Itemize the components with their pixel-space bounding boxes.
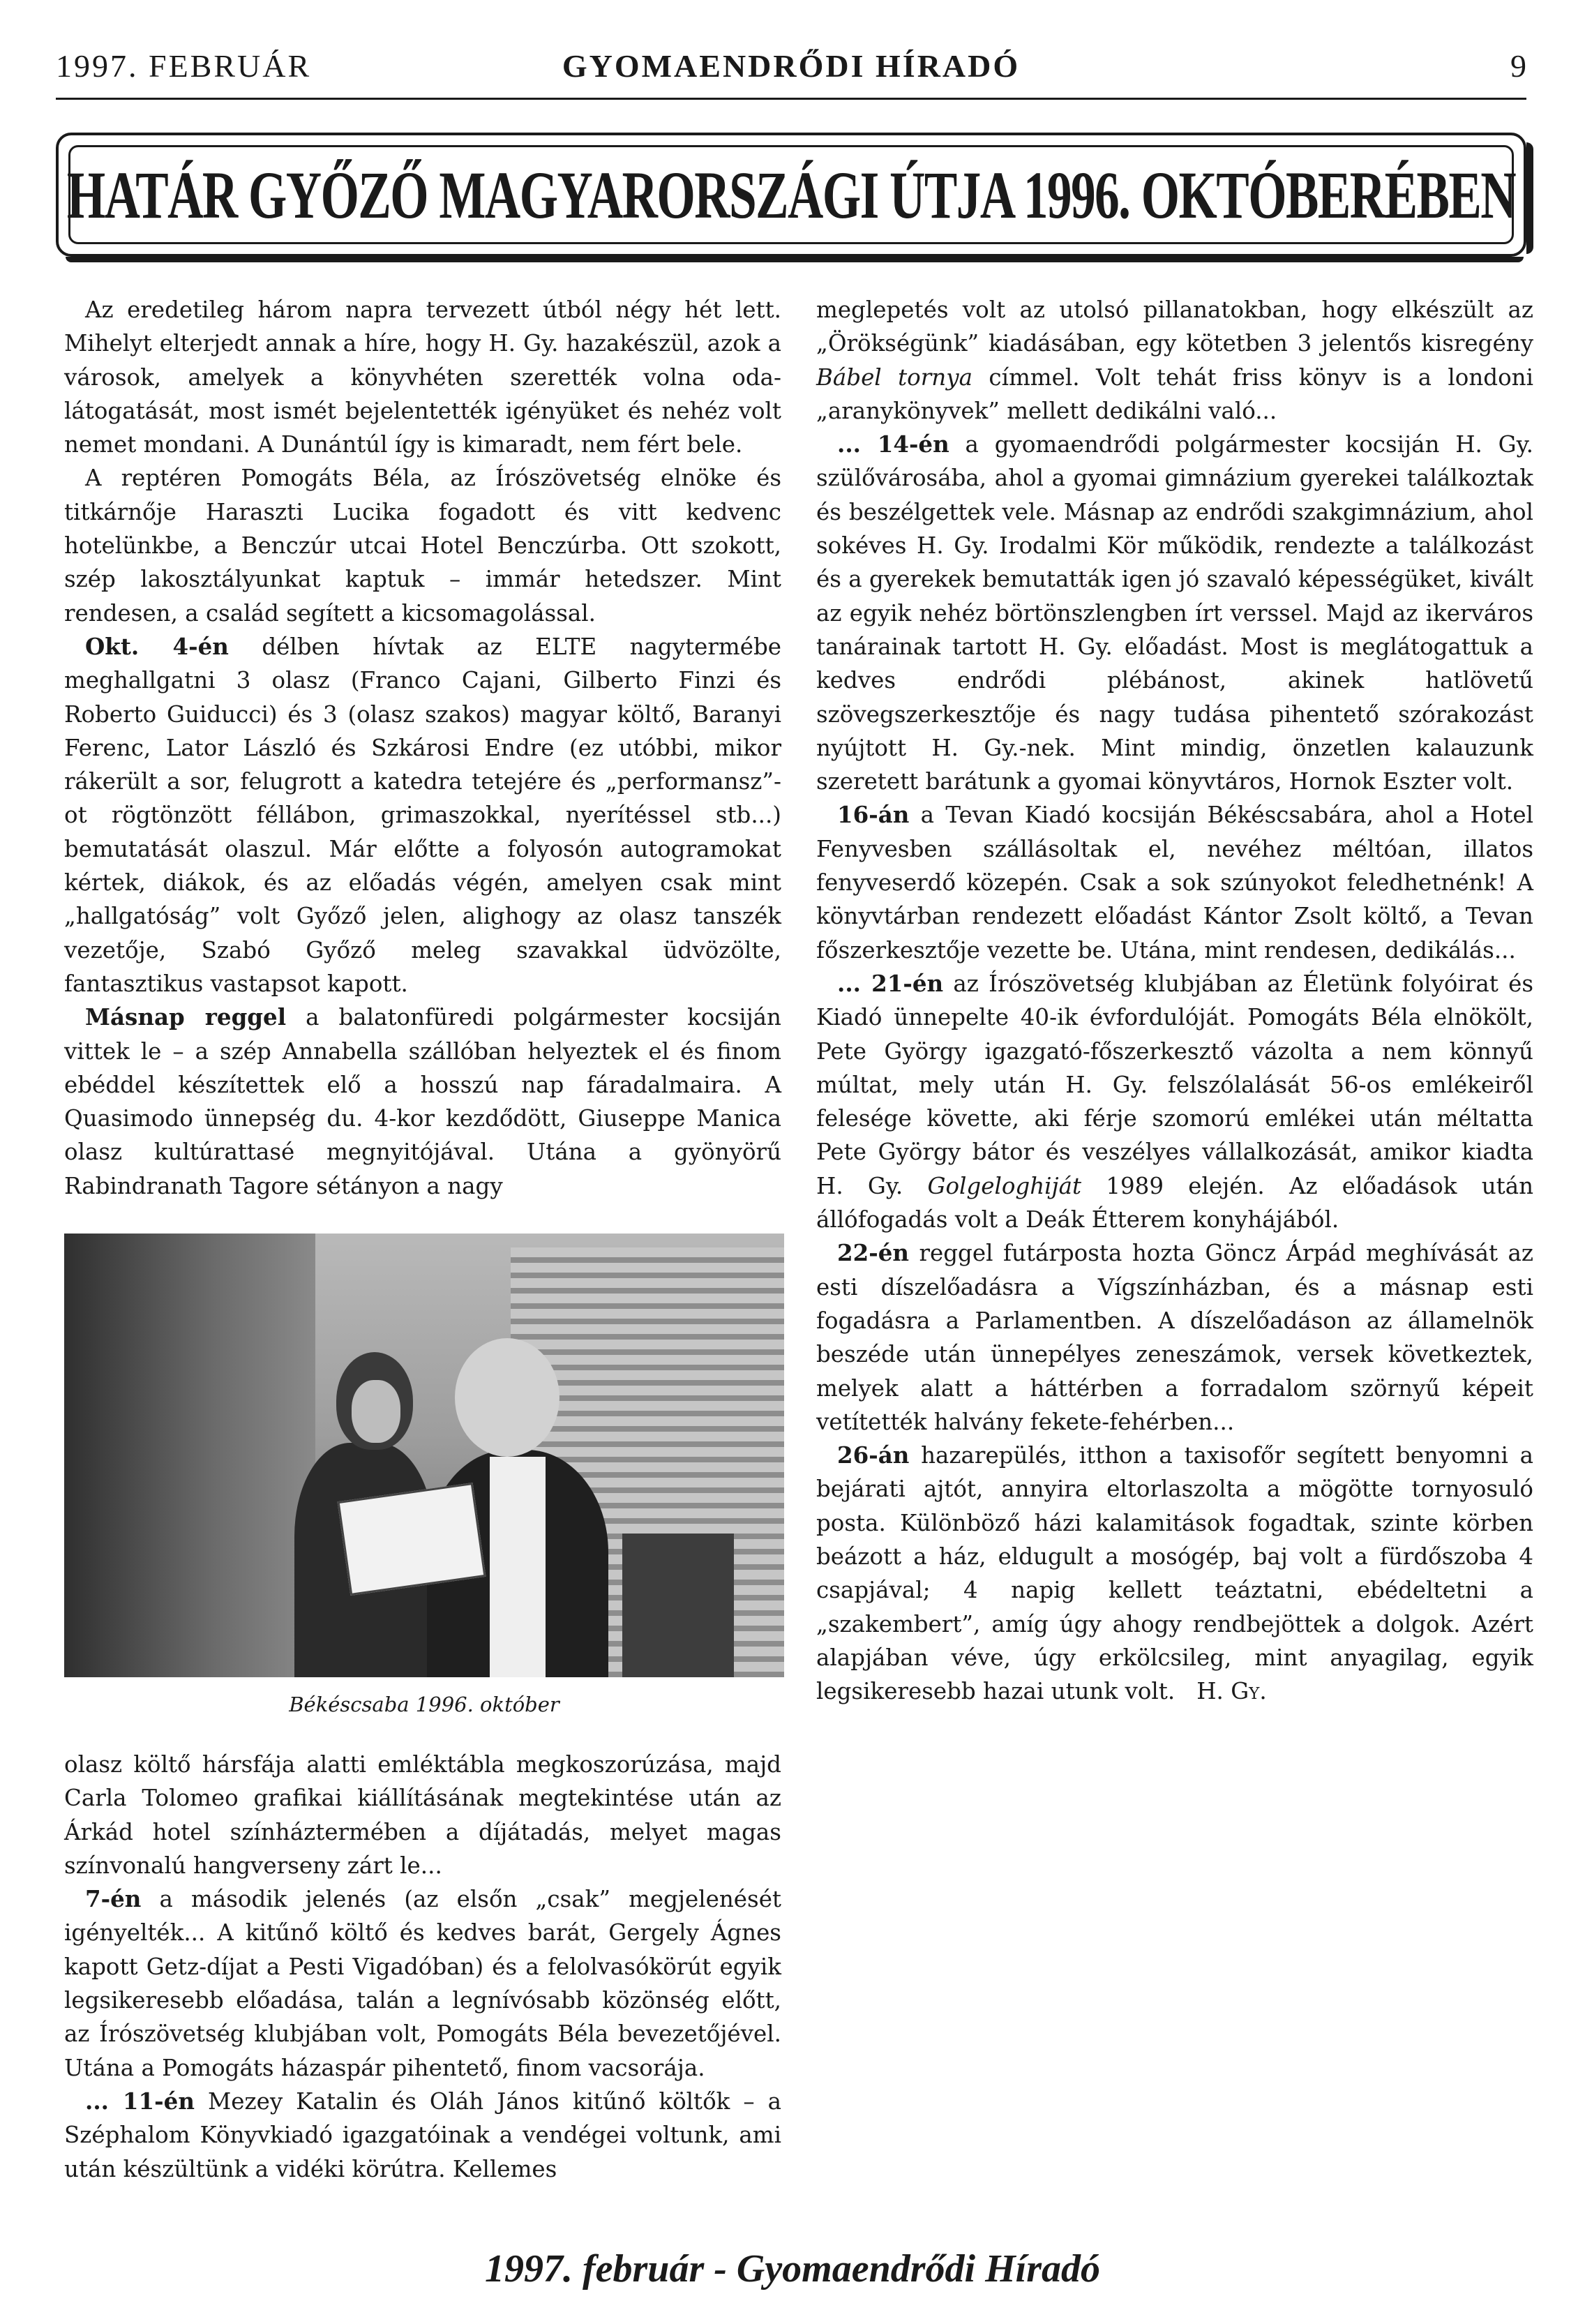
right-p5-text: reggel futárposta hozta Göncz Árpád meghívását az esti díszelőadásra a Vígszínházban, és a másnap esti fogadásra a Parlamentben. A díszelőadáson az államelnök beszéde után ünnepélyes zeneszámok, versek következtek, melyek alatt a háttérben a forradalom szörnyű képeit vetítették halvány fekete-fehérben... [816,1240,1533,1435]
left-paragraph-1: Az eredetileg három napra tervezett útból négy hét lett. Mihelyt elterjedt annak a híre, hogy H. Gy. hazakészül, azok a városok, amelyek a könyvhéten szerették volna oda-látogatását, most ismét bejelentették igényüket és nehéz volt nemet mondani. A Dunántúl így is kimaradt, nem fért bele. [64,297,781,458]
right-p1-end: címmel. Volt tehát friss könyv is a londoni „aranykönyvek” mellett dedikálni való... [816,363,1533,424]
right-p5-lead: 22-én [837,1239,910,1267]
right-paragraph-1 [816,293,1533,428]
left-column-bottom [64,1748,781,2186]
right-paragraph-5 [816,1236,1533,1439]
header-publication: GYOMAENDRŐDI HÍRADÓ [562,48,1021,84]
right-p3-lead: 16-án [837,801,910,829]
left-paragraph-6 [64,1882,781,2085]
right-p6-lead: 26-án [837,1441,910,1469]
right-p3-text: a Tevan Kiadó kocsiján Békéscsabára, ahol a Hotel Fenyvesben szállásoltak el, nevéhez méltóan, illatos fenyveserdő közepén. Csak a sok szúnyokot feledhetnénk! A könyvtárban rendezett előadást Kántor Zsolt költő, a Tevan főszerkesztője vezette be. Utána, mint rendesen, dedikálás... [816,802,1533,964]
page-header [56,43,1526,92]
right-p1-text: meglepetés volt az utolsó pillanatokban, hogy elkészült az „Örökségünk” kiadásában, egy kötetben 3 jelentős kisregény [816,297,1533,357]
left-p6-text: a második jelenés (az elsőn „csak” megjelenését igényelték... A kitűnő költő és kedves barát, Gergely Ágnes kapott Getz-díjat a Pesti Vigadóban) és a felolvasókörút egyik legsikeresebb előadása, talán a legnívósabb közönség előtt, az Írószövetség klubjában volt, Pomogáts Béla bevezetőjével. Utána a Pomogáts házaspár pihentető, finom vacsorája. [64,1886,781,2081]
right-paragraph-3 [816,798,1533,966]
left-p4-text: a balatonfüredi polgármester kocsiján vittek le – a szép Annabella szállóban helyeztek el és finom ebéddel készítettek elő a hosszú nap fáradalmaira. A Quasimodo ünnepség du. 4-kor kezdődött, Giuseppe Manica olasz kultúrattasé megnyitójával. Utána a gyönyörű Rabindranath Tagore sétányon a nagy [64,1004,781,1199]
photo [64,1234,784,1677]
article-title: HATÁR GYŐZŐ MAGYARORSZÁGI ÚTJA 1996. OKTÓBERÉBEN [66,157,1516,232]
right-paragraph-6 [816,1439,1533,1708]
left-paragraph-2: A reptéren Pomogáts Béla, az Írószövetség elnöke és titkárnője Haraszti Lucika fogadott és vitt kedvenc hotelünkbe, a Benczúr utcai Hotel Benczúrba. Ott szokott, szép lakosztályunkat kaptuk – immár hetedszer. Mint rendesen, a család segített a kicsomagolással. [64,465,781,627]
photo-book [337,1483,486,1596]
header-page-number: 9 [1510,48,1526,84]
right-paragraph-4 [816,967,1533,1236]
header-date: 1997. FEBRUÁR [56,48,312,84]
left-paragraph-3 [64,630,781,1000]
left-p7-text: Mezey Katalin és Oláh János kitűnő költők – a Széphalom Könyvkiadó igazgatóinak a vendégei voltunk, ami után készültünk a vidéki körútra. Kellemes [64,2087,781,2182]
left-p3-lead: Okt. 4-én [85,632,229,660]
left-p7-lead: ... 11-én [85,2087,195,2115]
right-p4-italic: Golgeloghiját [927,1172,1082,1199]
photo-block [64,1234,784,1716]
left-p3-text: délben hívtak az ELTE nagytermébe meghallgatni 3 olasz (Franco Cajani, Gilberto Finzi és Roberto Guiducci) és 3 (olasz szakos) magyar költő, Baranyi Ferenc, Lator László és Szkárosi Endre (ez utóbbi, mikor rákerült a sor, felugrott a katedra tetejére és „performansz”-ot rögtönzött féllábon, grimaszokkal, nyerítéssel stb...) bemutatását olaszul. Már előtte a folyosón autogramokat kértek, diákok, és az előadás végén, amelyen csak mint „hallgatóság” volt Győző jelen, alighogy az olasz tanszék vezetője, Szabó Győző meleg szavakkal üdvözölte, fantasztikus vastapsot kapott. [64,633,781,997]
photo-man-shirt [490,1457,546,1677]
author-signature: H. Gy. [1196,1678,1267,1705]
right-p2-text: a gyomaendrődi polgármester kocsiján H. Gy. szülővárosába, ahol a gyomai gimnázium gyerekei találkoztak és beszélgettek vele. Másnap az endrődi szakgimnázium, ahol sokéves H. Gy. Irodalmi Kör működik, rendezte a találkozást és a gyerekek bemutatták igen jó szavaló képességüket, kivált az egyik nehéz börtönszlengben írt verssel. Majd az ikerváros tanárainak tartott H. Gy. előadást. Most is meglátogattuk a kedves endrődi plébánost, akinek hatlövetű szövegszerkesztője és nagy tudása pihentető szórakozást nyújtott H. Gy.-nek. Mint mindig, önzetlen kalauzunk szeretett barátunk a gyomai könyvtáros, Hornok Eszter volt. [816,431,1534,795]
left-paragraph-4 [64,1000,781,1203]
photo-chair [622,1534,734,1677]
left-paragraph-5: olasz költő hársfája alatti emléktábla megkoszorúzása, majd Carla Tolomeo grafikai kiállításának megtekintése után az Árkád hotel színháztermében a díjátadás, melyet magas színvonalú hangverseny zárt le... [64,1751,781,1879]
page-footer: 1997. február - Gyomaendrődi Híradó [485,2247,1100,2291]
right-paragraph-2 [816,428,1533,798]
photo-woman-face [352,1380,400,1443]
photo-caption: Békéscsaba 1996. október [289,1693,559,1716]
right-p1-italic: Bábel tornya [816,363,972,391]
left-p6-lead: 7-én [85,1885,142,1913]
right-p2-lead: ... 14-én [837,430,949,458]
right-p4-text: az Írószövetség klubjában az Életünk folyóirat és Kiadó ünnepelte 40-ik évfordulóját. Pomogáts Béla elnökölt, Pete György igazgató-főszerkesztő vázolta a nem könnyű múltat, mely után H. Gy. felszólalását 56-os emlékeiről felesége követte, aki férje szomorú emlékei után méltatta Pete György bátor és veszélyes vállalkozását, amikor kiadta H. Gy. [816,970,1534,1199]
photo-man-head [455,1338,559,1457]
header-rule [56,98,1526,100]
left-p4-lead: Másnap reggel [85,1003,287,1031]
right-p4-end: 1989 elején. Az előadások után állófogadás volt a Deák Étterem konyhájából. [816,1172,1534,1234]
right-p4-lead: ... 21-én [837,969,944,997]
right-p6-text: hazarepülés, itthon a taxisofőr segített benyomni a bejárati ajtót, annyira eltorlaszolta a mögötte tornyosuló posta. Különböző házi kalamitások fogadtak, szinte körben beázott a ház, eldugult a mosógép, baj volt a fürdőszoba 4 csapjával; 4 napig kellett teáztatni, ebédeltetni a „szakembert”, amíg úgy ahogy rendbejöttek a dolgok. Azért alapjában véve, úgy erkölcsileg, mint anyagilag, egyik legsikeresebb hazai utunk volt. [816,1442,1533,1705]
title-frame [56,133,1526,257]
photo-dark-panel [64,1234,315,1677]
left-paragraph-7 [64,2085,781,2186]
right-column [816,293,1533,1708]
left-column [64,293,781,1203]
